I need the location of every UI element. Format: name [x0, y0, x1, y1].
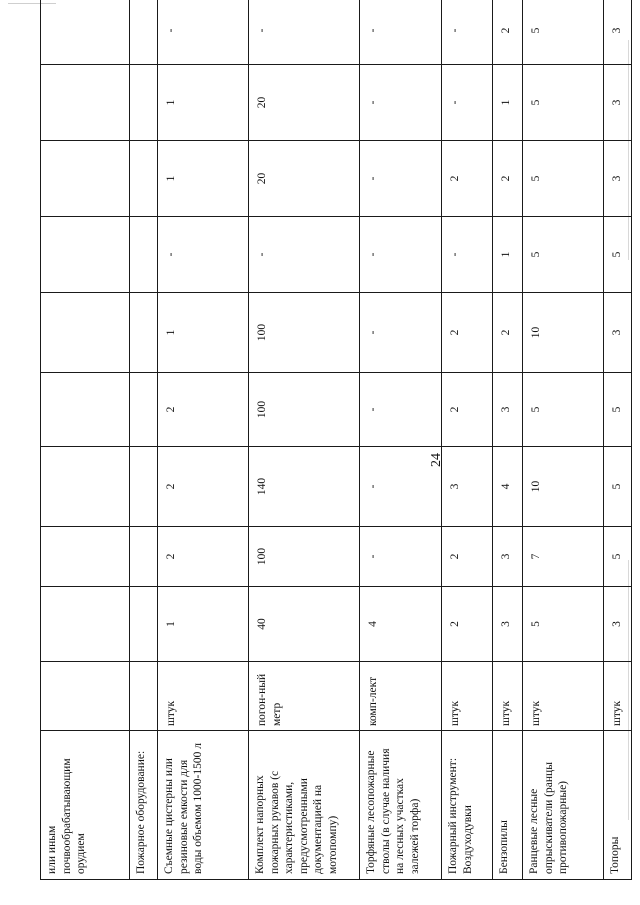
value-cell: [41, 65, 130, 141]
value-cell: 2: [493, 293, 523, 373]
value-cell: -: [158, 217, 249, 293]
value-cell: 100: [249, 527, 360, 587]
value-cell: 3: [442, 447, 493, 527]
table-row: [604, 0, 632, 880]
value-cell: 5: [523, 141, 604, 217]
value-cell: [130, 527, 158, 587]
value-cell: [130, 141, 158, 217]
row-label: Пожарный инструмент: Воздуходувки: [442, 731, 493, 880]
value-cell: 3: [604, 65, 632, 141]
value-cell: -: [360, 527, 442, 587]
page-number: 24: [429, 453, 444, 467]
value-cell: -: [360, 217, 442, 293]
row-label: Съемные цистерны или резиновые емкости для воды объемом 1000-1500 л: [158, 731, 249, 880]
value-cell: 140: [249, 447, 360, 527]
value-cell: 7: [523, 527, 604, 587]
value-cell: -: [158, 0, 249, 65]
row-unit: штук: [158, 662, 249, 731]
value-cell: [41, 373, 130, 447]
value-cell: 3: [604, 0, 632, 65]
value-cell: [130, 65, 158, 141]
value-cell: [41, 0, 130, 65]
value-cell: 2: [442, 527, 493, 587]
value-cell: 2: [442, 373, 493, 447]
value-cell: 3: [604, 293, 632, 373]
value-cell: [41, 217, 130, 293]
value-cell: [130, 587, 158, 662]
row-label: Пожарное оборудование:: [130, 731, 158, 880]
value-cell: 3: [493, 587, 523, 662]
row-label: Бензопилы: [493, 731, 523, 880]
value-cell: 5: [523, 587, 604, 662]
row-label: Ранцевые лесные опрыскиватели (ранцы противопожарные): [523, 731, 604, 880]
equipment-table: [40, 0, 632, 880]
value-cell: 2: [493, 141, 523, 217]
row-unit: штук: [523, 662, 604, 731]
value-cell: 1: [493, 65, 523, 141]
value-cell: -: [442, 65, 493, 141]
value-cell: [41, 527, 130, 587]
value-cell: [130, 217, 158, 293]
value-cell: -: [360, 65, 442, 141]
value-cell: 5: [523, 0, 604, 65]
value-cell: 2: [442, 587, 493, 662]
table-body: [41, 0, 632, 880]
value-cell: 5: [604, 217, 632, 293]
value-cell: [130, 0, 158, 65]
row-unit: погон-ный метр: [249, 662, 360, 731]
row-unit: штук: [442, 662, 493, 731]
value-cell: 4: [360, 587, 442, 662]
value-cell: -: [442, 0, 493, 65]
value-cell: 2: [158, 447, 249, 527]
value-cell: -: [360, 0, 442, 65]
row-unit: штук: [493, 662, 523, 731]
row-label: Торфяные лесопожарные стволы (в случае наличия на лесных участках залежей торфа): [360, 731, 442, 880]
value-cell: 5: [523, 217, 604, 293]
row-unit: [41, 662, 130, 731]
value-cell: 3: [493, 373, 523, 447]
value-cell: -: [249, 0, 360, 65]
value-cell: 10: [523, 447, 604, 527]
value-cell: 40: [249, 587, 360, 662]
value-cell: 1: [158, 293, 249, 373]
value-cell: 100: [249, 373, 360, 447]
value-cell: 10: [523, 293, 604, 373]
value-cell: 3: [604, 587, 632, 662]
value-cell: 3: [604, 141, 632, 217]
value-cell: 2: [158, 373, 249, 447]
table-row: [523, 0, 604, 880]
value-cell: 20: [249, 141, 360, 217]
value-cell: 4: [493, 447, 523, 527]
table-row: [41, 0, 130, 880]
value-cell: 2: [493, 0, 523, 65]
value-cell: 20: [249, 65, 360, 141]
table-row: [360, 0, 442, 880]
rotated-table-container: [40, 27, 623, 880]
row-unit: [130, 662, 158, 731]
row-unit: штук: [604, 662, 632, 731]
row-label: Комплект напорных пожарных рукавов (с характеристиками, предусмотренными документацией на мотопомпу): [249, 731, 360, 880]
value-cell: 1: [158, 141, 249, 217]
value-cell: 5: [523, 65, 604, 141]
value-cell: 100: [249, 293, 360, 373]
value-cell: [41, 141, 130, 217]
value-cell: -: [442, 217, 493, 293]
value-cell: 1: [158, 587, 249, 662]
value-cell: 3: [493, 527, 523, 587]
value-cell: -: [360, 293, 442, 373]
table-row: [493, 0, 523, 880]
value-cell: 5: [604, 447, 632, 527]
value-cell: 2: [442, 141, 493, 217]
row-label: или иным почвообрабатывающим орудием: [41, 731, 130, 880]
value-cell: [130, 293, 158, 373]
value-cell: 5: [604, 527, 632, 587]
value-cell: 2: [442, 293, 493, 373]
table-row: [442, 0, 493, 880]
value-cell: 5: [604, 373, 632, 447]
value-cell: 5: [523, 373, 604, 447]
value-cell: -: [360, 447, 442, 527]
row-label: Топоры: [604, 731, 632, 880]
value-cell: -: [360, 373, 442, 447]
value-cell: [130, 447, 158, 527]
table-row: [158, 0, 249, 880]
value-cell: -: [249, 217, 360, 293]
value-cell: [41, 447, 130, 527]
value-cell: -: [360, 141, 442, 217]
table-row: [130, 0, 158, 880]
table-row: [249, 0, 360, 880]
value-cell: [41, 587, 130, 662]
row-unit: комп-лект: [360, 662, 442, 731]
value-cell: 1: [158, 65, 249, 141]
value-cell: 2: [158, 527, 249, 587]
value-cell: 1: [493, 217, 523, 293]
value-cell: [130, 373, 158, 447]
value-cell: [41, 293, 130, 373]
